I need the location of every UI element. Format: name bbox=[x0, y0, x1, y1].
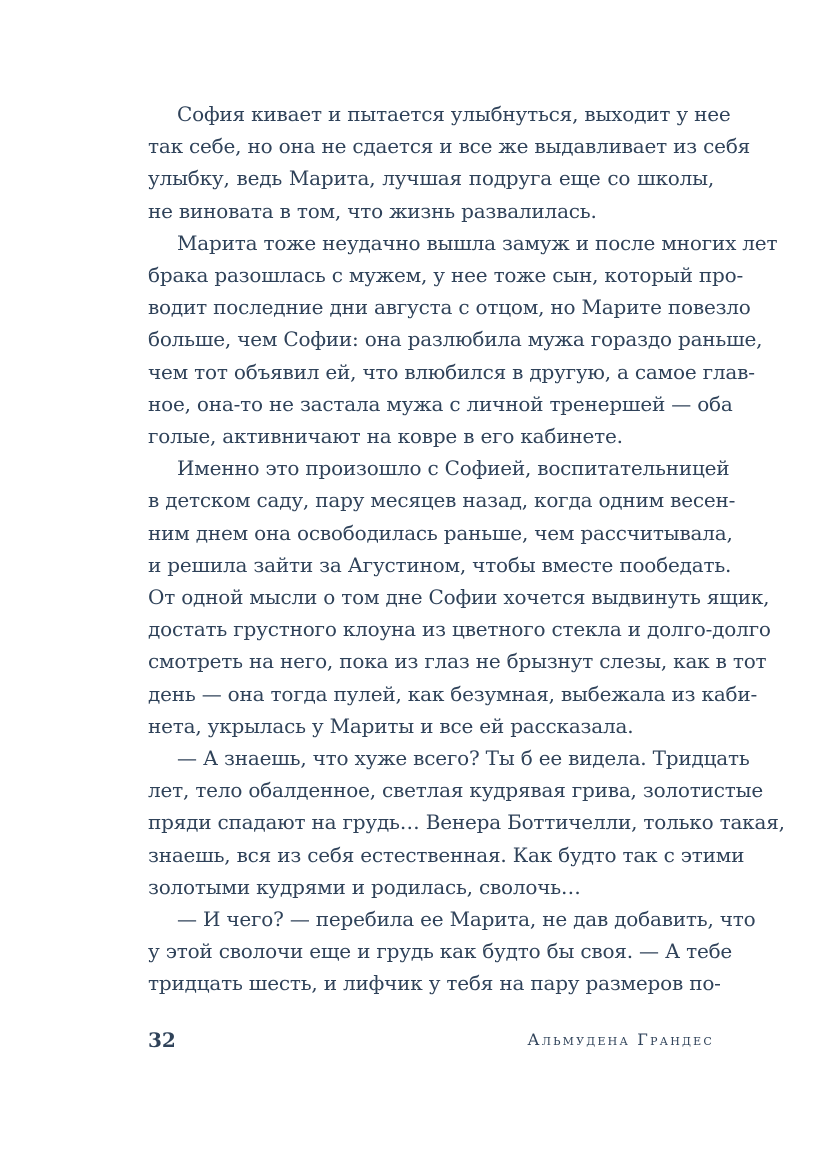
text-line: больше, чем Софии: она разлюбила мужа гораздо раньше, bbox=[148, 327, 763, 352]
paragraph bbox=[148, 227, 778, 452]
text-line: знаешь, вся из себя естественная. Как будто так с этими bbox=[148, 842, 745, 867]
body-text bbox=[148, 98, 785, 1000]
text-line: достать грустного клоуна из цветного стекла и долго-долго bbox=[148, 617, 771, 642]
running-header-author: Альмудена Грандес bbox=[527, 1030, 714, 1049]
paragraph bbox=[148, 452, 771, 742]
text-line: так себе, но она не сдается и все же выдавливает из себя bbox=[148, 134, 751, 159]
text-line: водит последние дни августа с отцом, но Марите повезло bbox=[148, 295, 751, 320]
text-line: день — она тогда пулей, как безумная, выбежала из каби- bbox=[148, 681, 758, 706]
paragraph bbox=[148, 98, 751, 227]
text-line: и решила зайти за Агустином, чтобы вместе пообедать. bbox=[148, 552, 732, 577]
text-line: чем тот объявил ей, что влюбился в другую, а самое глав- bbox=[148, 359, 755, 384]
text-line: брака разошлась с мужем, у нее тоже сын, который про- bbox=[148, 263, 744, 288]
text-line: тридцать шесть, и лифчик у тебя на пару размеров по- bbox=[148, 971, 721, 996]
text-line: — И чего? — перебила ее Марита, не дав добавить, что bbox=[177, 907, 756, 932]
text-line: ним днем она освободилась раньше, чем рассчитывала, bbox=[148, 520, 733, 545]
text-line: пряди спадают на грудь… Венера Боттичелли, только такая, bbox=[148, 810, 785, 835]
text-line: Марита тоже неудачно вышла замуж и после многих лет bbox=[177, 230, 778, 255]
paragraph bbox=[148, 742, 785, 903]
text-line: ное, она-то не застала мужа с личной тренершей — оба bbox=[148, 391, 733, 416]
text-line: у этой сволочи еще и грудь как будто бы своя. — А тебе bbox=[148, 939, 733, 964]
text-line: От одной мысли о том дне Софии хочется выдвинуть ящик, bbox=[148, 585, 770, 610]
page-number: 32 bbox=[148, 1028, 176, 1052]
text-line: Именно это произошло с Софией, воспитательницей bbox=[177, 456, 730, 481]
text-line: голые, активничают на ковре в его кабинете. bbox=[148, 424, 623, 449]
text-line: улыбку, ведь Марита, лучшая подруга еще со школы, bbox=[148, 166, 714, 191]
text-line: лет, тело обалденное, светлая кудрявая грива, золотистые bbox=[148, 778, 763, 803]
text-line: золотыми кудрями и родилась, сволочь… bbox=[148, 874, 581, 899]
text-line: в детском саду, пару месяцев назад, когда одним весен- bbox=[148, 488, 736, 513]
paragraph bbox=[148, 903, 756, 1000]
text-line: нета, укрылась у Мариты и все ей рассказала. bbox=[148, 713, 634, 738]
text-line: не виновата в том, что жизнь развалилась. bbox=[148, 198, 597, 223]
page-footer bbox=[148, 1024, 714, 1056]
text-line: София кивает и пытается улыбнуться, выходит у нее bbox=[177, 102, 731, 126]
text-line: — А знаешь, что хуже всего? Ты б ее видела. Тридцать bbox=[177, 746, 750, 771]
text-line: смотреть на него, пока из глаз не брызнут слезы, как в тот bbox=[148, 649, 767, 674]
